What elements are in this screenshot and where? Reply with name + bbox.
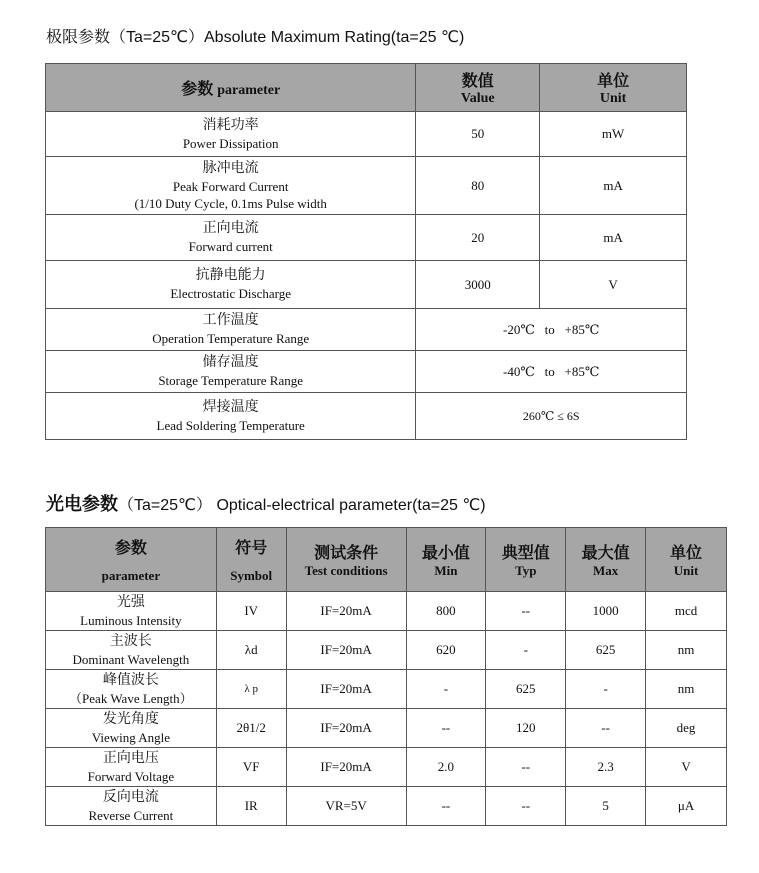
max-cell: 2.3 <box>566 748 646 787</box>
typ-cell: - <box>486 631 566 670</box>
max-cell: 1000 <box>566 592 646 631</box>
value-cell: 3000 <box>416 261 540 309</box>
header-en: Min <box>434 563 458 578</box>
param-cn: 峰值波长 <box>102 672 159 688</box>
table-row <box>46 393 687 440</box>
param-en-note: (1/10 Duty Cycle, 0.1ms Pulse width <box>134 195 327 211</box>
condition-cell: IF=20mA <box>286 748 406 787</box>
header-min <box>406 528 486 592</box>
table-row <box>46 351 687 393</box>
typ-cell: 120 <box>486 709 566 748</box>
min-cell: -- <box>406 787 486 826</box>
unit-cell: mW <box>540 112 687 157</box>
param-cell <box>46 215 416 261</box>
param-en: Peak Forward Current <box>172 178 289 194</box>
range-cell: -20℃ to +85℃ <box>416 309 687 351</box>
header-max <box>566 528 646 592</box>
max-cell: 625 <box>566 631 646 670</box>
header-typ <box>486 528 566 592</box>
unit-cell: mA <box>540 157 687 215</box>
typ-cell: -- <box>486 748 566 787</box>
header-value <box>416 64 540 112</box>
param-en: （Peak Wave Length） <box>69 690 193 706</box>
header-test-conditions <box>286 528 406 592</box>
header-symbol <box>216 528 286 592</box>
min-cell: 800 <box>406 592 486 631</box>
unit-cell: mA <box>540 215 687 261</box>
unit-cell: V <box>540 261 687 309</box>
param-cn: 脉冲电流 <box>202 160 259 176</box>
typ-cell: -- <box>486 787 566 826</box>
unit-cell: V <box>646 748 727 787</box>
param-cn: 正向电压 <box>102 750 159 766</box>
min-cell: 620 <box>406 631 486 670</box>
header-cn: 符号 <box>235 540 268 557</box>
param-en: Luminous Intensity <box>80 612 182 628</box>
table-row <box>46 157 687 215</box>
section1-title: 极限参数（Ta=25℃）Absolute Maximum Rating(ta=25 ℃) <box>46 29 465 46</box>
range-cell: 260℃ ≤ 6S <box>416 393 687 440</box>
table-row <box>46 261 687 309</box>
table-row <box>46 112 687 157</box>
symbol-cell: λ p <box>216 670 286 709</box>
header-unit-en: Unit <box>599 91 627 106</box>
symbol-cell: IR <box>216 787 286 826</box>
table-row <box>46 787 727 826</box>
header-cn: 单位 <box>670 545 703 562</box>
condition-cell: IF=20mA <box>286 592 406 631</box>
header-cn: 参数 <box>114 540 147 557</box>
symbol-cell: λd <box>216 631 286 670</box>
condition-cell: VR=5V <box>286 787 406 826</box>
param-cn: 正向电流 <box>202 221 259 236</box>
unit-cell: μA <box>646 787 727 826</box>
header-cn: 最大值 <box>581 545 630 562</box>
header-en: Typ <box>515 563 537 578</box>
section2-title-rest: （Ta=25℃） Optical-electrical parameter(ta=25 ℃) <box>118 497 486 514</box>
unit-cell: mcd <box>646 592 727 631</box>
section2-title <box>46 490 486 516</box>
condition-cell: IF=20mA <box>286 709 406 748</box>
header-cn: 测试条件 <box>314 545 379 562</box>
header-en: parameter <box>101 568 161 583</box>
param-cell <box>46 157 416 215</box>
param-cell <box>46 351 416 393</box>
header-en: Max <box>593 563 619 578</box>
table-header-row <box>46 64 687 112</box>
param-cn: 储存温度 <box>202 355 259 370</box>
param-cell <box>46 787 217 826</box>
header-cn: 典型值 <box>501 545 550 562</box>
symbol-cell: 2θ1/2 <box>216 709 286 748</box>
header-en: Test conditions <box>304 563 388 578</box>
min-cell: -- <box>406 709 486 748</box>
unit-cell: deg <box>646 709 727 748</box>
param-cn: 反向电流 <box>102 789 159 805</box>
param-en: Lead Soldering Temperature <box>156 417 305 433</box>
param-cn: 消耗功率 <box>202 117 259 133</box>
min-cell: - <box>406 670 486 709</box>
max-cell: - <box>566 670 646 709</box>
header-cn: 最小值 <box>421 545 470 562</box>
value-cell: 80 <box>416 157 540 215</box>
symbol-cell: VF <box>216 748 286 787</box>
table-header-row <box>46 528 727 592</box>
param-en: Viewing Angle <box>91 729 171 745</box>
param-en: Power Dissipation <box>182 135 279 151</box>
header-parameter-en: parameter <box>217 83 281 98</box>
param-en: Operation Temperature Range <box>152 331 310 346</box>
param-cn: 光强 <box>116 594 145 610</box>
table-row <box>46 631 727 670</box>
condition-cell: IF=20mA <box>286 670 406 709</box>
table-row <box>46 670 727 709</box>
param-cell <box>46 309 416 351</box>
param-cell <box>46 709 217 748</box>
absolute-maximum-rating-table <box>45 63 687 440</box>
header-en: Symbol <box>230 568 273 583</box>
section2-title-cn: 光电参数 <box>46 494 118 514</box>
param-cn: 抗静电能力 <box>195 268 266 283</box>
param-en: Storage Temperature Range <box>158 373 304 388</box>
param-cell <box>46 261 416 309</box>
min-cell: 2.0 <box>406 748 486 787</box>
param-en: Forward Voltage <box>87 768 175 784</box>
optical-electrical-table <box>45 527 727 826</box>
value-cell: 20 <box>416 215 540 261</box>
table-row <box>46 748 727 787</box>
param-cell <box>46 748 217 787</box>
param-cell <box>46 631 217 670</box>
header-parameter <box>46 64 416 112</box>
typ-cell: 625 <box>486 670 566 709</box>
param-cell <box>46 592 217 631</box>
header-unit <box>540 64 687 112</box>
param-en: Reverse Current <box>88 807 174 823</box>
table-row <box>46 592 727 631</box>
unit-cell: nm <box>646 631 727 670</box>
range-cell: -40℃ to +85℃ <box>416 351 687 393</box>
max-cell: 5 <box>566 787 646 826</box>
header-value-cn: 数值 <box>461 73 494 90</box>
condition-cell: IF=20mA <box>286 631 406 670</box>
header-parameter-cn: 参数 <box>181 81 218 98</box>
header-parameter <box>46 528 217 592</box>
table-row <box>46 215 687 261</box>
param-cell <box>46 112 416 157</box>
unit-cell: nm <box>646 670 727 709</box>
param-cn: 发光角度 <box>102 711 159 727</box>
param-cn: 焊接温度 <box>202 399 259 415</box>
header-value-en: Value <box>460 91 495 106</box>
table-row <box>46 309 687 351</box>
symbol-cell: IV <box>216 592 286 631</box>
param-cell <box>46 393 416 440</box>
param-en: Dominant Wavelength <box>72 651 190 667</box>
table-row <box>46 709 727 748</box>
param-cell <box>46 670 217 709</box>
typ-cell: -- <box>486 592 566 631</box>
param-en: Electrostatic Discharge <box>170 286 292 301</box>
param-cn: 工作温度 <box>202 313 259 328</box>
header-unit <box>646 528 727 592</box>
header-en: Unit <box>673 563 699 578</box>
param-cn: 主波长 <box>109 633 152 649</box>
param-en: Forward current <box>188 239 273 254</box>
header-unit-cn: 单位 <box>597 73 630 90</box>
max-cell: -- <box>566 709 646 748</box>
value-cell: 50 <box>416 112 540 157</box>
